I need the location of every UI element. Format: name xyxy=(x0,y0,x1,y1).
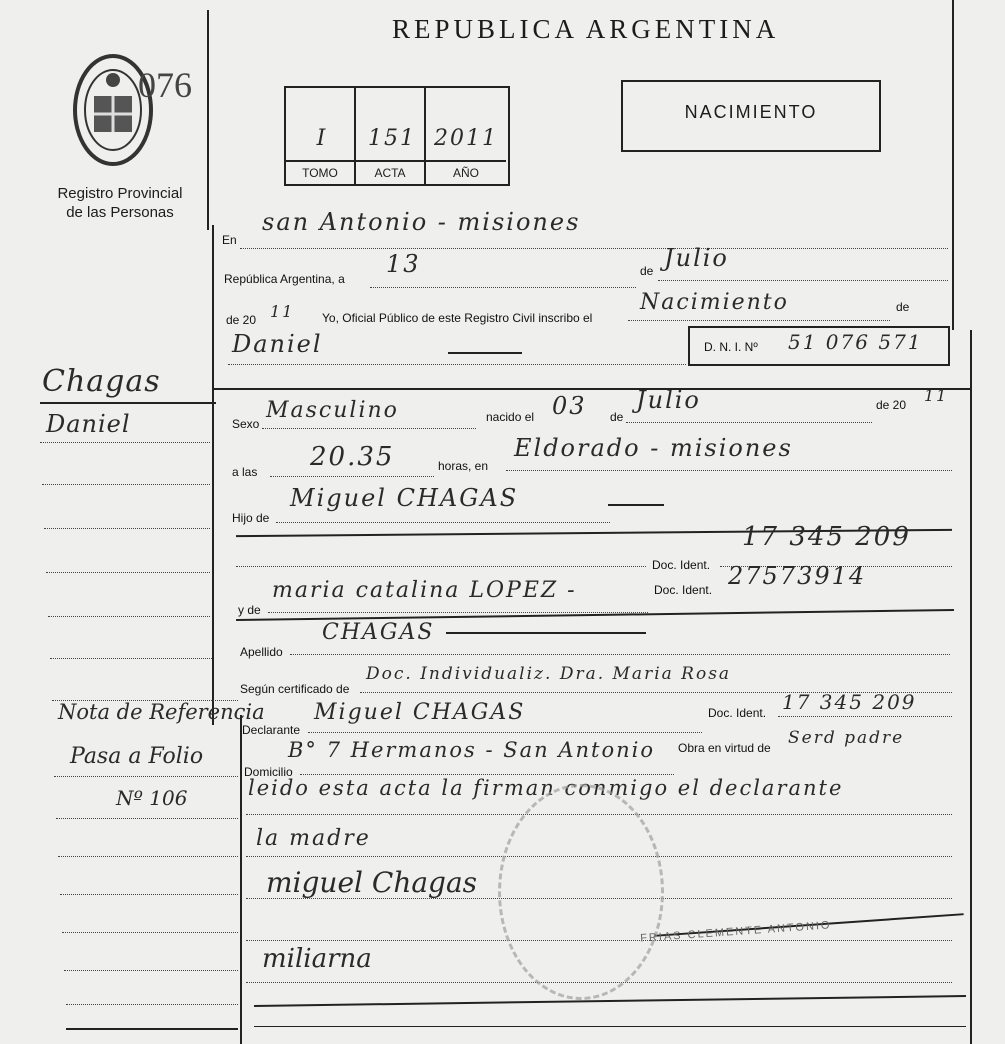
label-sexo: Sexo xyxy=(232,417,260,431)
line-en xyxy=(240,248,948,249)
field-obra: Serd padre xyxy=(788,728,905,748)
label-obra: Obra en virtud de xyxy=(678,741,771,755)
right-rule-top xyxy=(952,0,954,330)
line-padre-extra xyxy=(236,566,646,567)
label-apellido: Apellido xyxy=(240,645,283,659)
label-de-nac: de xyxy=(610,410,624,424)
line-domicilio xyxy=(300,774,674,775)
margin-nota-2: Pasa a Folio xyxy=(70,744,204,769)
label-docident-madre: Doc. Ident. xyxy=(654,583,713,597)
margin-line-11 xyxy=(60,894,238,895)
margin-line-3 xyxy=(44,528,210,529)
field-hora: 20.35 xyxy=(310,442,395,472)
field-anio-reg: 11 xyxy=(270,302,295,321)
label-en: En xyxy=(222,233,237,247)
apellido-dash xyxy=(446,632,646,634)
label-republica: República Argentina, a xyxy=(224,272,345,286)
label-docident-padre: Doc. Ident. xyxy=(652,558,711,572)
officer-stamp-name: FRIAS CLEMENTE ANTONIO xyxy=(639,919,832,945)
margin-nota-1: Nota de Referencia xyxy=(58,700,265,724)
name-dash xyxy=(448,352,522,354)
field-madre-doc: 27573914 xyxy=(728,562,867,590)
section-separator xyxy=(212,388,970,390)
label-nacido: nacido el xyxy=(486,410,535,424)
margin-rule-mid xyxy=(212,225,214,725)
corner-number: 076 xyxy=(138,65,192,105)
margin-nombre: Daniel xyxy=(46,410,131,438)
margin-line-2 xyxy=(42,484,210,485)
record-table xyxy=(284,86,510,186)
margin-line-1 xyxy=(40,442,210,443)
official-stamp xyxy=(498,784,664,1000)
line-acto xyxy=(628,320,890,321)
registry-name xyxy=(40,184,200,222)
anio-label: AÑO xyxy=(426,160,506,184)
label-de20-nac: de 20 xyxy=(876,398,907,412)
label-de20: de 20 xyxy=(226,313,257,327)
label-docident-decl: Doc. Ident. xyxy=(708,706,767,720)
label-horas: horas, en xyxy=(438,459,489,473)
field-sexo: Masculino xyxy=(266,398,399,423)
label-yo: Yo, Oficial Público de este Registro Civil inscribo el xyxy=(322,311,593,325)
line-madre xyxy=(268,612,648,613)
field-madre: maria catalina LOPEZ - xyxy=(272,578,577,603)
line-nac-mes xyxy=(626,422,872,423)
field-acto: Nacimiento xyxy=(640,290,789,315)
label-alas: a las xyxy=(232,465,258,479)
label-de-mes: de xyxy=(640,264,654,278)
line-padre xyxy=(276,522,610,523)
country-title: REPUBLICA ARGENTINA xyxy=(392,14,780,44)
field-declarante-doc: 17 345 209 xyxy=(782,690,917,714)
field-declarante: Miguel CHAGAS xyxy=(314,700,526,725)
margin-line-5 xyxy=(48,616,210,617)
label-de-acto: de xyxy=(896,300,910,314)
signature-madre: miliarna xyxy=(262,944,372,974)
tomo-value: I xyxy=(316,126,328,151)
registry-line-1: Registro Provincial xyxy=(57,185,183,202)
margin-line-9 xyxy=(56,818,238,819)
line-mes xyxy=(658,280,948,281)
margin-rule-top xyxy=(207,10,209,230)
label-domicilio: Domicilio xyxy=(244,765,293,779)
acta-label: ACTA xyxy=(356,160,426,184)
label-yde: y de xyxy=(238,603,261,617)
field-nac-anio: 11 xyxy=(924,386,949,405)
margin-separator xyxy=(40,402,216,404)
margin-line-12 xyxy=(62,932,238,933)
line-lugar-nac xyxy=(506,470,952,471)
field-dia: 13 xyxy=(386,250,421,278)
field-lugar: san Antonio - misiones xyxy=(262,208,581,236)
field-mes: Julio xyxy=(664,244,729,272)
margin-bottom-rule xyxy=(66,1028,238,1030)
margin-apellido: Chagas xyxy=(42,364,161,399)
bottom-line-2 xyxy=(254,1026,966,1027)
line-nombre xyxy=(228,364,686,365)
field-nac-mes: Julio xyxy=(636,386,701,414)
field-padre: Miguel CHAGAS xyxy=(290,484,519,512)
field-apellido: CHAGAS xyxy=(322,620,435,645)
anio-value: 2011 xyxy=(434,126,498,151)
field-nac-dia: 03 xyxy=(552,392,587,420)
field-padre-doc: 17 345 209 xyxy=(742,522,911,552)
line-hora xyxy=(270,476,434,477)
acta-value: 151 xyxy=(368,126,416,151)
field-linea2: la madre xyxy=(256,826,371,851)
margin-nota-3: Nº 106 xyxy=(116,786,188,810)
line-declarante xyxy=(308,732,702,733)
right-rule-bottom xyxy=(970,330,972,1044)
line-dia xyxy=(370,287,636,288)
line-sexo xyxy=(262,428,476,429)
margin-line-13 xyxy=(64,970,238,971)
margin-rule-bottom xyxy=(240,715,242,1044)
label-segun: Según certificado de xyxy=(240,682,350,696)
field-linea1: leido esta acta la firman conmigo el declarante xyxy=(248,776,844,800)
margin-line-14 xyxy=(66,1004,238,1005)
field-certificado: Doc. Individualiz. Dra. Maria Rosa xyxy=(366,664,732,684)
field-lugar-nac: Eldorado - misiones xyxy=(514,434,793,462)
signature-padre: miguel Chagas xyxy=(266,866,478,899)
margin-line-4 xyxy=(46,572,210,573)
label-hijo: Hijo de xyxy=(232,511,270,525)
dni-box xyxy=(688,326,950,366)
registry-line-2: de las Personas xyxy=(66,204,174,221)
line-declarante-doc xyxy=(778,716,952,717)
bottom-line-1 xyxy=(254,995,966,1007)
doc-type-box xyxy=(621,80,881,152)
label-declarante: Declarante xyxy=(242,723,301,737)
field-nombre: Daniel xyxy=(232,330,323,358)
line-apellido xyxy=(290,654,950,655)
padre-dash xyxy=(608,504,664,506)
field-domicilio: B° 7 Hermanos - San Antonio xyxy=(288,738,656,762)
tomo-label: TOMO xyxy=(286,160,356,184)
doc-type-label: NACIMIENTO xyxy=(684,102,818,122)
margin-line-8 xyxy=(54,776,238,777)
margin-line-10 xyxy=(58,856,238,857)
label-dni: D. N. I. Nº xyxy=(704,340,758,354)
margin-line-6 xyxy=(50,658,212,659)
field-dni: 51 076 571 xyxy=(788,330,923,354)
